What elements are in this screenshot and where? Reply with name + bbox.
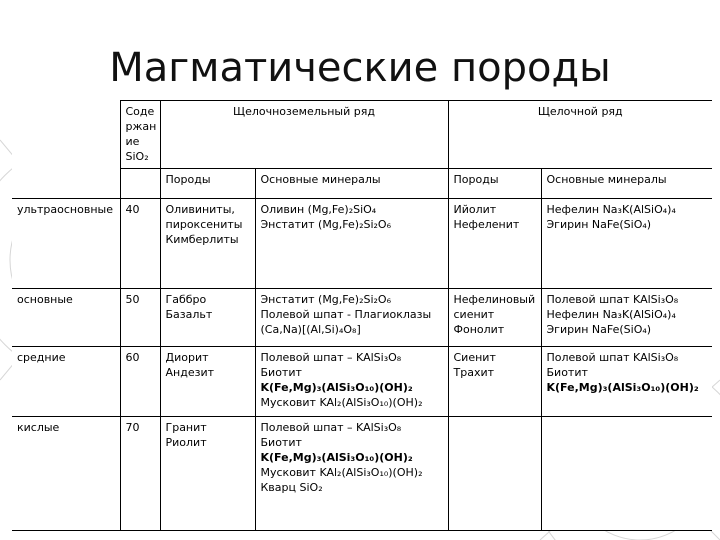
rock-type: ультраосновные — [12, 199, 120, 289]
sio2-value: 50 — [120, 289, 160, 347]
rock-type: средние — [12, 347, 120, 417]
minerals-calc-alkaline: Оливин (Mg,Fe)₂SiO₄ Энстатит (Mg,Fe)₂Si₂O₆ — [255, 199, 448, 289]
minerals-header-1: Основные минералы — [255, 169, 448, 199]
table-row — [12, 347, 712, 417]
sio2-header: Соде ржан ие SiO₂ — [120, 101, 160, 169]
rock-type: кислые — [12, 417, 120, 531]
corner-cell — [12, 101, 120, 169]
empty-type-header — [12, 169, 120, 199]
rocks-calc-alkaline: Оливиниты, пироксениты Кимберлиты — [160, 199, 255, 289]
rocks-alkaline: Нефелиновый сиенит Фонолит — [448, 289, 541, 347]
rocks-header-1: Породы — [160, 169, 255, 199]
table-row — [12, 417, 712, 531]
minerals-alkaline: Полевой шпат KAlSi₃O₈ Биотит K(Fe,Mg)₃(AlSi₃O₁₀)(OH)₂ — [541, 347, 712, 417]
rocks-header-2: Породы — [448, 169, 541, 199]
slide-title: Магматические породы — [109, 45, 611, 91]
rock-type: основные — [12, 289, 120, 347]
minerals-alkaline-empty — [541, 417, 712, 531]
rocks-alkaline: Сиенит Трахит — [448, 347, 541, 417]
alkaline-header: Щелочной ряд — [448, 101, 712, 169]
minerals-alkaline: Полевой шпат KAlSi₃O₈ Нефелин Na₃K(AlSiO₄)₄ Эгирин NaFe(SiO₄) — [541, 289, 712, 347]
rocks-calc-alkaline: Габбро Базальт — [160, 289, 255, 347]
igneous-rocks-table — [12, 100, 712, 531]
minerals-alkaline: Нефелин Na₃K(AlSiO₄)₄ Эгирин NaFe(SiO₄) — [541, 199, 712, 289]
rocks-alkaline: Ийолит Нефеленит — [448, 199, 541, 289]
rocks-calc-alkaline: Диорит Андезит — [160, 347, 255, 417]
rocks-alkaline-empty — [448, 417, 541, 531]
table-row — [12, 199, 712, 289]
rocks-calc-alkaline: Гранит Риолит — [160, 417, 255, 531]
calc-alkaline-header: Щелочноземельный ряд — [160, 101, 448, 169]
empty-sio2-header — [120, 169, 160, 199]
table-row — [12, 289, 712, 347]
sio2-value: 70 — [120, 417, 160, 531]
sio2-value: 60 — [120, 347, 160, 417]
minerals-calc-alkaline: Полевой шпат – KAlSi₃O₈ Биотит K(Fe,Mg)₃(AlSi₃O₁₀)(OH)₂ Мусковит KAl₂(AlSi₃O₁₀)(OH)₂ — [255, 347, 448, 417]
minerals-calc-alkaline: Энстатит (Mg,Fe)₂Si₂O₆ Полевой шпат - Плагиоклазы (Ca,Na)[(Al,Si)₄O₈] — [255, 289, 448, 347]
minerals-calc-alkaline: Полевой шпат – KAlSi₃O₈ Биотит K(Fe,Mg)₃(AlSi₃O₁₀)(OH)₂ Мусковит KAl₂(AlSi₃O₁₀)(OH)₂ Кварц SiO₂ — [255, 417, 448, 531]
minerals-header-2: Основные минералы — [541, 169, 712, 199]
sio2-value: 40 — [120, 199, 160, 289]
